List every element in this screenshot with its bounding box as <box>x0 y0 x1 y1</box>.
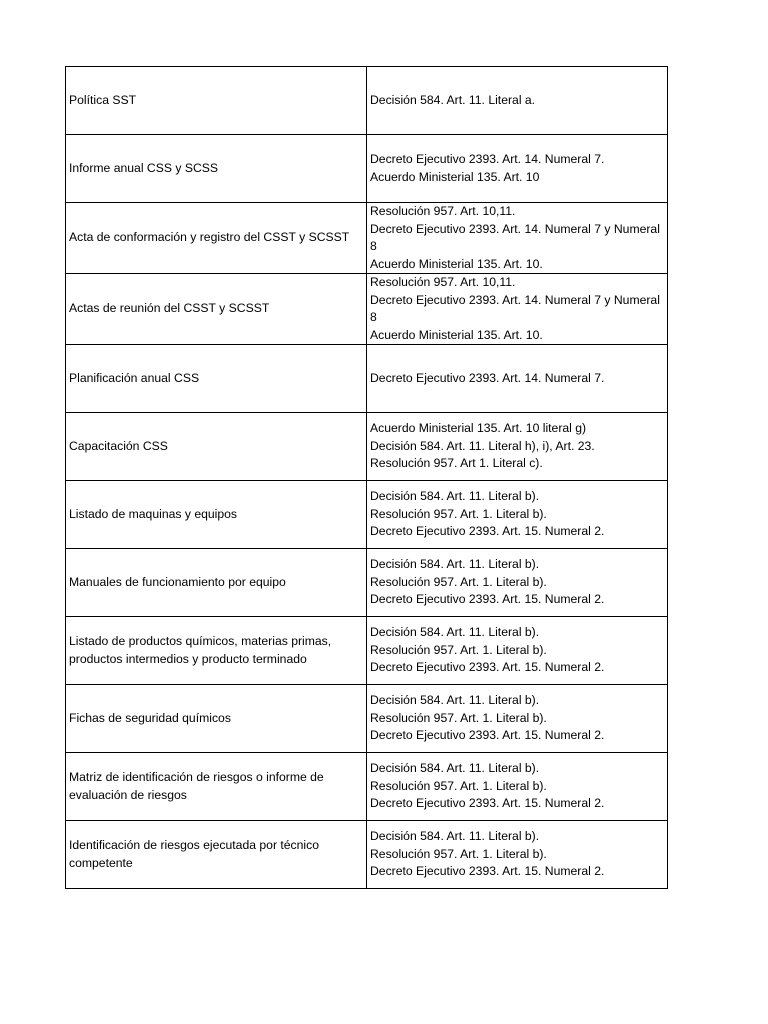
reference-line: Resolución 957. Art. 10,11. <box>370 275 516 289</box>
reference-line: Resolución 957. Art. 1. Literal b). <box>370 574 547 589</box>
table-row <box>66 345 668 413</box>
reference-cell <box>367 345 668 413</box>
reference-line: Decisión 584. Art. 11. Literal b). <box>370 693 540 708</box>
table-row <box>66 203 668 274</box>
reference-line: Decreto Ejecutivo 2393. Art. 15. Numeral 2. <box>370 660 605 675</box>
document-cell: Identificación de riesgos ejecutada por técnico competente <box>66 821 367 889</box>
reference-line: Decreto Ejecutivo 2393. Art. 14. Numeral 7. <box>370 370 605 385</box>
document-cell: Política SST <box>66 67 367 135</box>
reference-line: Decreto Ejecutivo 2393. Art. 14. Numeral 7. <box>370 152 605 166</box>
reference-line: Decisión 584. Art. 11. Literal b). <box>370 557 540 572</box>
document-cell: Manuales de funcionamiento por equipo <box>66 549 367 617</box>
reference-line: Decreto Ejecutivo 2393. Art. 14. Numeral 7 y Numeral 8 <box>370 292 660 324</box>
document-cell: Planificación anual CSS <box>66 345 367 413</box>
table-row <box>66 481 668 549</box>
document-cell: Matriz de identificación de riesgos o informe de evaluación de riesgos <box>66 753 367 821</box>
legal-requirements-table <box>65 66 668 889</box>
reference-line: Resolución 957. Art. 1. Literal b). <box>370 778 547 793</box>
reference-line: Decreto Ejecutivo 2393. Art. 15. Numeral 2. <box>370 592 605 607</box>
table-row <box>66 413 668 481</box>
document-cell: Listado de productos químicos, materias primas, productos intermedios y producto terminado <box>66 617 367 685</box>
reference-line: Decreto Ejecutivo 2393. Art. 15. Numeral 2. <box>370 864 605 879</box>
table-row <box>66 617 668 685</box>
reference-line: Decreto Ejecutivo 2393. Art. 15. Numeral 2. <box>370 524 605 539</box>
table-row <box>66 135 668 203</box>
reference-line: Decisión 584. Art. 11. Literal b). <box>370 489 540 504</box>
reference-line: Resolución 957. Art. 1. Literal b). <box>370 710 547 725</box>
document-cell: Listado de maquinas y equipos <box>66 481 367 549</box>
reference-line: Resolución 957. Art. 1. Literal b). <box>370 846 547 861</box>
reference-line: Resolución 957. Art. 10,11. <box>370 204 516 218</box>
reference-line: Resolución 957. Art. 1. Literal b). <box>370 506 547 521</box>
document-cell: Informe anual CSS y SCSS <box>66 135 367 203</box>
reference-cell <box>367 67 668 135</box>
reference-line: Acuerdo Ministerial 135. Art. 10. <box>370 256 543 271</box>
table-row <box>66 685 668 753</box>
table-row <box>66 821 668 889</box>
reference-line: Acuerdo Ministerial 135. Art. 10. <box>370 327 543 342</box>
reference-cell <box>367 203 668 274</box>
table-row <box>66 274 668 345</box>
reference-cell <box>367 481 668 549</box>
reference-line: Resolución 957. Art 1. Literal c). <box>370 456 543 471</box>
reference-line: Decisión 584. Art. 11. Literal b). <box>370 761 540 776</box>
reference-cell <box>367 135 668 203</box>
table-body <box>66 67 668 889</box>
reference-cell <box>367 413 668 481</box>
document-cell: Capacitación CSS <box>66 413 367 481</box>
reference-line: Decisión 584. Art. 11. Literal a. <box>370 92 536 107</box>
table-row <box>66 67 668 135</box>
reference-cell <box>367 685 668 753</box>
reference-cell <box>367 753 668 821</box>
document-cell: Actas de reunión del CSST y SCSST <box>66 274 367 345</box>
table-row <box>66 549 668 617</box>
reference-line: Resolución 957. Art. 1. Literal b). <box>370 642 547 657</box>
reference-line: Acuerdo Ministerial 135. Art. 10 literal g) <box>370 421 587 436</box>
reference-line: Decisión 584. Art. 11. Literal b). <box>370 625 540 640</box>
reference-cell <box>367 549 668 617</box>
reference-line: Decisión 584. Art. 11. Literal h), i), Art. 23. <box>370 438 595 453</box>
reference-line: Acuerdo Ministerial 135. Art. 10 <box>370 169 540 184</box>
reference-line: Decisión 584. Art. 11. Literal b). <box>370 829 540 844</box>
reference-cell <box>367 617 668 685</box>
reference-cell <box>367 274 668 345</box>
document-cell: Acta de conformación y registro del CSST y SCSST <box>66 203 367 274</box>
reference-line: Decreto Ejecutivo 2393. Art. 14. Numeral 7 y Numeral 8 <box>370 221 660 253</box>
document-cell: Fichas de seguridad químicos <box>66 685 367 753</box>
reference-line: Decreto Ejecutivo 2393. Art. 15. Numeral 2. <box>370 728 605 743</box>
reference-cell <box>367 821 668 889</box>
table-row <box>66 753 668 821</box>
reference-line: Decreto Ejecutivo 2393. Art. 15. Numeral 2. <box>370 796 605 811</box>
